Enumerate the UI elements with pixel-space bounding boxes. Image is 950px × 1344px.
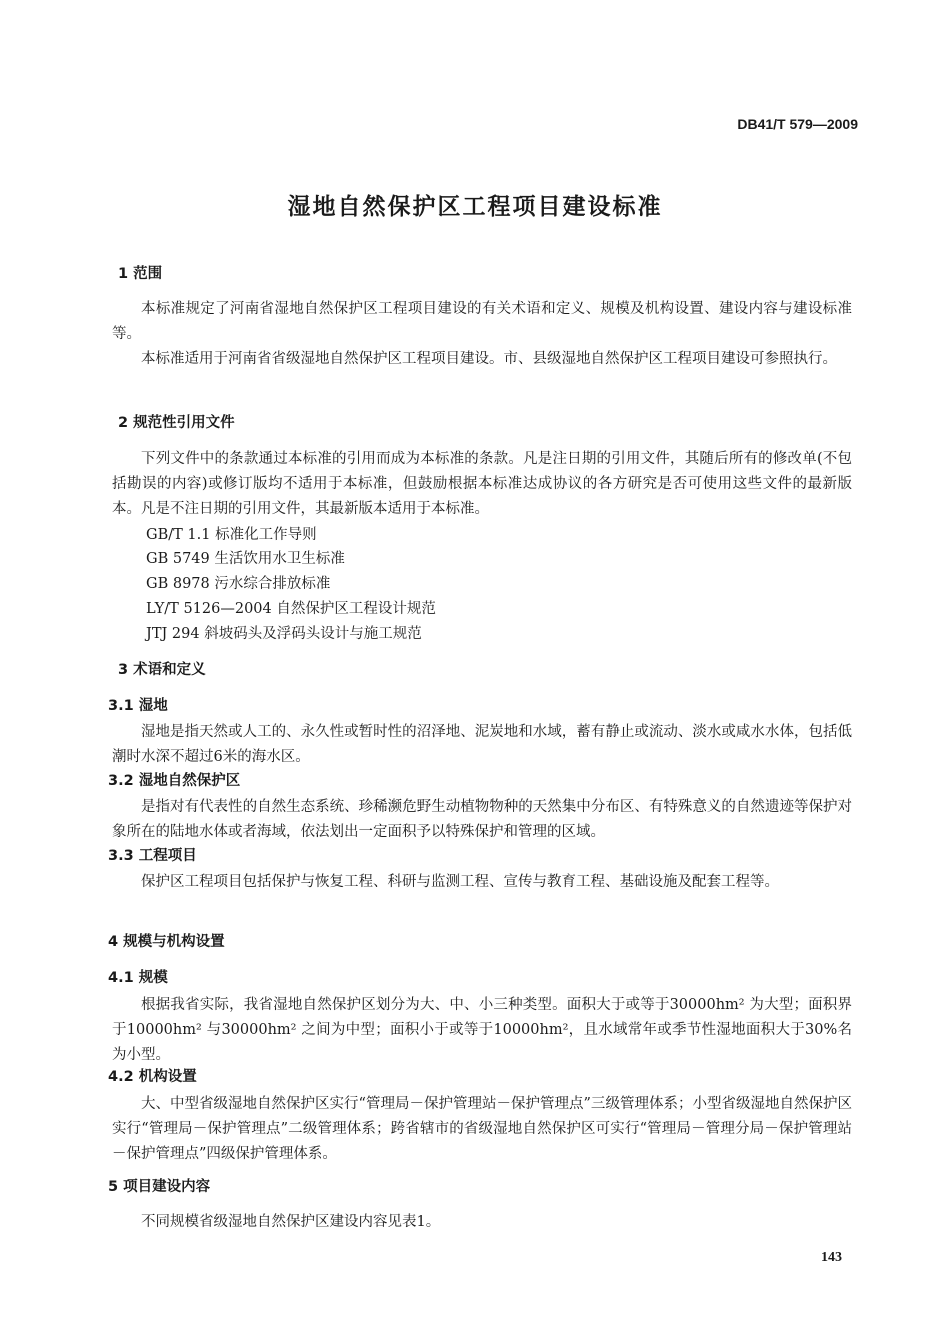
section-4-heading: 4 规模与机构设置	[108, 934, 225, 950]
section-1-paragraph-1: 本标准规定了河南省湿地自然保护区工程项目建设的有关术语和定义、规模及机构设置、建设内容与建设标准等。	[112, 301, 852, 342]
section-2-paragraph: 下列文件中的条款通过本标准的引用而成为本标准的条款。凡是注日期的引用文件，其随后所有的修改单(不包括勘误的内容)或修订版均不适用于本标准，但鼓励根据本标准达成协议的各方研究是否可使用这些文件的最新版本。凡是不注日期的引用文件，其最新版本适用于本标准。	[112, 451, 852, 517]
section-4-2-heading: 4.2 机构设置	[108, 1069, 197, 1085]
section-5-heading: 5 项目建设内容	[108, 1179, 211, 1195]
term-3-3-heading: 3.3 工程项目	[108, 848, 197, 864]
section-4-1-paragraph: 根据我省实际，我省湿地自然保护区划分为大、中、小三种类型。面积大于或等于30000hm² 为大型；面积界于10000hm² 与30000hm² 之间为中型；面积小于或等于10000hm²，且水域常年或季节性湿地面积大于30%名为小型。	[112, 997, 852, 1063]
document-title: 湿地自然保护区工程项目建设标准	[287, 194, 663, 220]
reference-item: GB 5749 生活饮用水卫生标准	[146, 551, 345, 567]
reference-item: GB 8978 污水综合排放标准	[146, 576, 331, 592]
page-number: 143	[821, 1250, 842, 1265]
term-3-2-heading: 3.2 湿地自然保护区	[108, 773, 241, 789]
section-4-1-heading: 4.1 规模	[108, 970, 168, 986]
term-3-1-definition: 湿地是指天然或人工的、永久性或暂时性的沼泽地、泥炭地和水域，蓄有静止或流动、淡水或咸水水体，包括低潮时水深不超过6米的海水区。	[112, 724, 852, 765]
term-3-2-definition: 是指对有代表性的自然生态系统、珍稀濒危野生动植物物种的天然集中分布区、有特殊意义的自然遗迹等保护对象所在的陆地水体或者海域，依法划出一定面积予以特殊保护和管理的区域。	[112, 799, 852, 840]
reference-item: JTJ 294 斜坡码头及浮码头设计与施工规范	[146, 626, 422, 642]
term-3-3-definition: 保护区工程项目包括保护与恢复工程、科研与监测工程、宣传与教育工程、基础设施及配套工程等。	[141, 874, 779, 890]
section-4-2-paragraph: 大、中型省级湿地自然保护区实行“管理局－保护管理站－保护管理点”三级管理体系；小型省级湿地自然保护区实行“管理局－保护管理点”二级管理体系；跨省辖市的省级湿地自然保护区可实行“管理局－管理分局－保护管理站－保护管理点”四级保护管理体系。	[112, 1096, 852, 1162]
reference-item: LY/T 5126—2004 自然保护区工程设计规范	[146, 601, 436, 617]
section-1-heading: 1 范围	[118, 266, 163, 282]
section-5-paragraph: 不同规模省级湿地自然保护区建设内容见表1。	[141, 1214, 441, 1230]
standard-code: DB41/T 579—2009	[737, 116, 858, 132]
section-2-heading: 2 规范性引用文件	[118, 415, 235, 431]
section-1-paragraph-2: 本标准适用于河南省省级湿地自然保护区工程项目建设。市、县级湿地自然保护区工程项目建设可参照执行。	[141, 351, 837, 367]
term-3-1-heading: 3.1 湿地	[108, 698, 168, 714]
reference-item: GB/T 1.1 标准化工作导则	[146, 527, 317, 543]
section-3-heading: 3 术语和定义	[118, 662, 206, 678]
